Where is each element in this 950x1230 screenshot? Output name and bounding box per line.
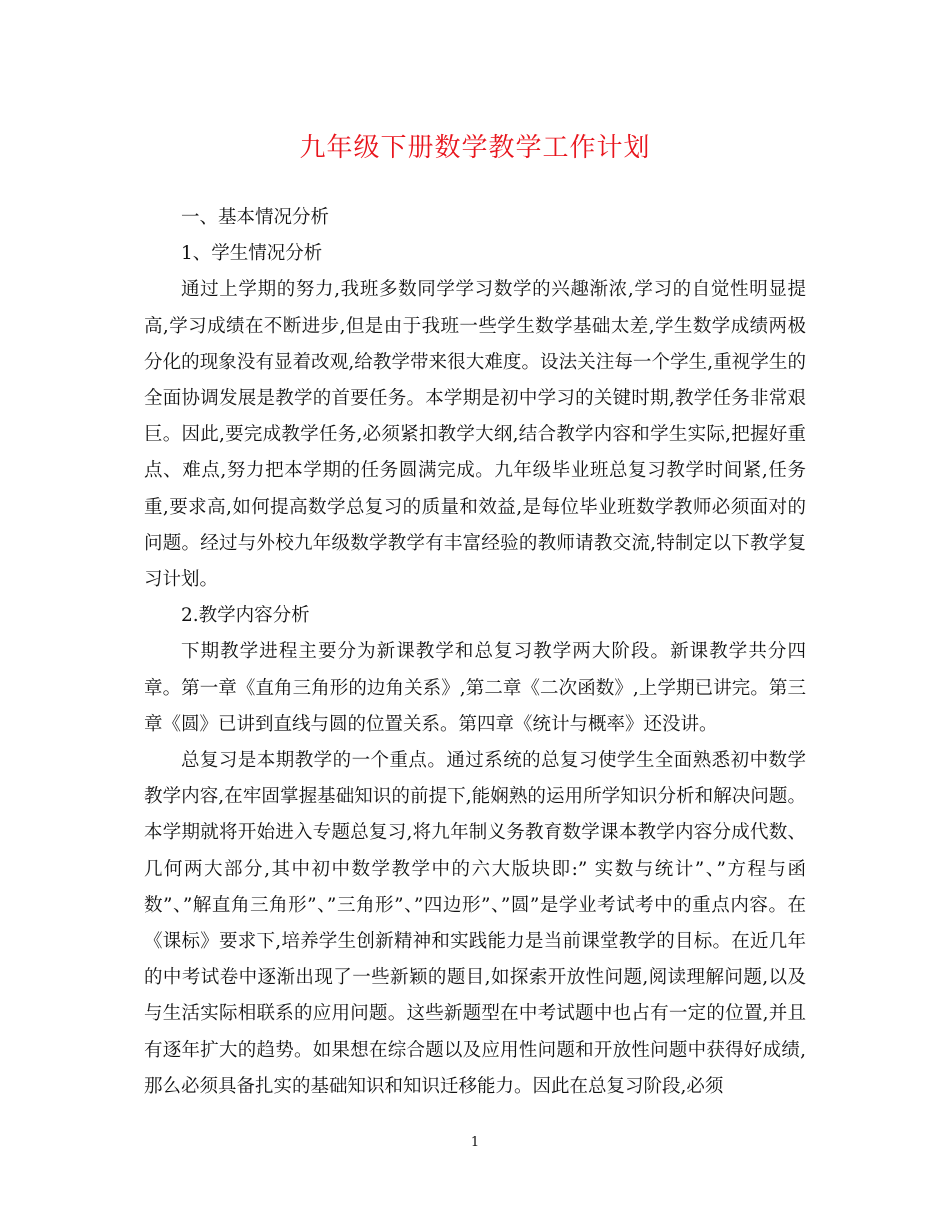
page-title: 九年级下册数学教学工作计划 bbox=[299, 133, 651, 163]
section-heading-student-analysis: 1、学生情况分析 bbox=[181, 243, 323, 265]
paragraph-student-analysis: 通过上学期的努力,我班多数同学学习数学的兴趣渐浓,学习的自觉性明显提高,学习成绩在不断进步,但是由于我班一些学生数学基础太差,学生数学成绩两极分化的现象没有显着改观,给教学带来很大难度。设法关注每一个学生,重视学生的全面协调发展是教学的首要任务。本学期是初中学习的关键时期,教学任务非常艰巨。因此,要完成教学任务,必须紧扣教学大纲,结合教学内容和学生实际,把握好重点、难点,努力把本学期的任务圆满完成。九年级毕业班总复习教学时间紧,任务重,要求高,如何提高数学总复习的质量和效益,是每位毕业班数学教师必须面对的问题。经过与外校九年级数学教学有丰富经验的教师请教交流,特制定以下教学复习计划。 bbox=[144, 279, 806, 591]
document-body bbox=[144, 200, 806, 1105]
section-heading-content-analysis: 2.教学内容分析 bbox=[181, 605, 310, 627]
paragraph-teaching-progress: 下期教学进程主要分为新课教学和总复习教学两大阶段。新课教学共分四章。第一章《直角三角形的边角关系》,第二章《二次函数》,上学期已讲完。第三章《圆》已讲到直线与圆的位置关系。第四章《统计与概率》还没讲。 bbox=[144, 641, 806, 735]
page-number: 1 bbox=[470, 1135, 480, 1150]
section-heading-basic-analysis: 一、基本情况分析 bbox=[181, 207, 330, 228]
paragraph-review-focus: 总复习是本期教学的一个重点。通过系统的总复习使学生全面熟悉初中数学教学内容,在牢固掌握基础知识的前提下,能娴熟的运用所学知识分析和解决问题。本学期就将开始进入专题总复习,将九年制义务教育数学课本教学内容分成代数、几何两大部分,其中初中数学教学中的六大版块即:” 实数与统计”、”方程与函数”、”解直角三角形”、”三角形”、”四边形”、”圆”是学业考试考中的重点内容。在《课标》要求下,培养学生创新精神和实践能力是当前课堂教学的目标。在近几年的中考试卷中逐渐出现了一些新颖的题目,如探索开放性问题,阅读理解问题,以及与生活实际相联系的应用问题。这些新题型在中考试题中也占有一定的位置,并且有逐年扩大的趋势。如果想在综合题以及应用性问题和开放性问题中获得好成绩,那么必须具备扎实的基础知识和知识迁移能力。因此在总复习阶段,必须 bbox=[144, 750, 806, 1097]
